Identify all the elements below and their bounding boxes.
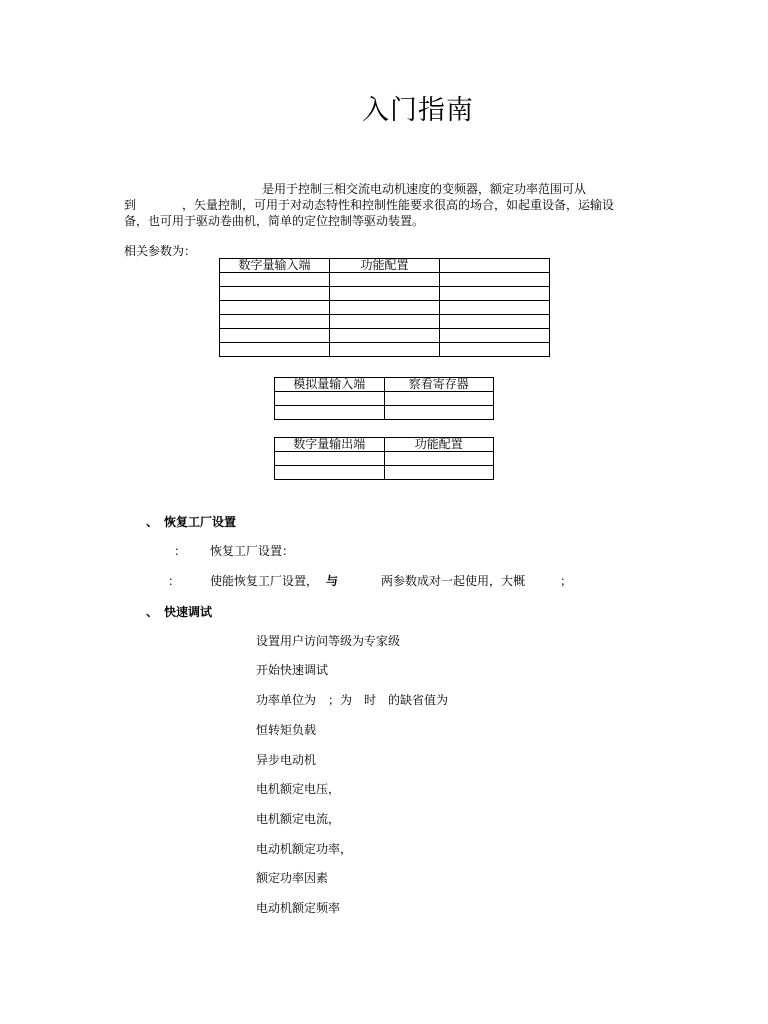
table-cell [330,315,440,329]
table-cell [330,343,440,357]
table-row [220,287,550,301]
table-header-cell: 模拟量输入端 [275,378,385,392]
section-marker: 、 [146,515,159,529]
section-heading: 快速调试 [164,605,213,619]
table-cell [330,301,440,315]
table-header-cell: 察看寄存器 [384,378,494,392]
table-cell [440,287,550,301]
params-label: 相关参数为： [124,244,197,258]
table-cell [440,315,550,329]
table-row [275,406,494,420]
analog-input-table [274,377,494,420]
intro-line-1: 是用于控制三相交流电动机速度的变频器，额定功率范围可从 [262,182,587,196]
table-header-row [220,259,550,273]
section-text: 使能恢复工厂设置， [210,574,319,588]
list-item: 额定功率因素 [256,871,329,885]
table-header-cell: 数字量输出端 [275,438,385,452]
section-text: 两参数成对一起使用，大概 [381,574,526,588]
table-header-cell: 功能配置 [330,259,440,273]
table-cell [275,392,385,406]
table-header-cell: 功能配置 [384,438,494,452]
intro-line-2-start: 到 [124,198,137,212]
table-row [220,343,550,357]
table-header-row [275,378,494,392]
intro-line-3: 备，也可用于驱动卷曲机，简单的定位控制等驱动装置。 [124,214,425,228]
table-row [220,315,550,329]
table-header-cell [440,259,550,273]
table-cell [384,466,494,480]
table-header-cell: 数字量输入端 [220,259,330,273]
table-cell [440,301,550,315]
list-item: 开始快速调试 [256,663,329,677]
list-item: 电动机额定频率 [256,901,341,915]
table-cell [330,287,440,301]
digital-input-table [219,258,550,357]
table-cell [220,343,330,357]
intro-line-2-rest: ，矢量控制，可用于对动态特性和控制性能要求很高的场合，如起重设备，运输设 [182,198,615,212]
table-cell [275,466,385,480]
section-marker: 、 [146,605,159,619]
table-cell [220,287,330,301]
table-header-row [275,438,494,452]
section-text: 恢复工厂设置： [210,544,295,558]
section-text: ； [560,574,573,588]
digital-output-table [274,437,494,480]
table-cell [330,329,440,343]
table-row [275,466,494,480]
table-cell [440,343,550,357]
table-cell [384,406,494,420]
list-item: 电动机额定功率， [256,842,353,856]
table-cell [440,329,550,343]
list-item: 电机额定电压， [256,782,341,796]
table-row [275,392,494,406]
table-row [220,273,550,287]
table-cell [220,301,330,315]
table-cell [220,273,330,287]
table-cell [440,273,550,287]
section-text-bold: 与 [326,574,339,588]
table-row [275,452,494,466]
list-item: 设置用户访问等级为专家级 [256,634,401,648]
page-title: 入门指南 [362,95,474,126]
table-cell [220,329,330,343]
section-heading: 恢复工厂设置 [164,515,237,529]
table-cell [384,452,494,466]
table-cell [330,273,440,287]
list-item: 功率单位为 ；为 时 的缺省值为 [256,693,449,707]
section-colon: ： [168,574,181,588]
list-item: 恒转矩负载 [256,723,317,737]
table-row [220,301,550,315]
table-row [220,329,550,343]
table-cell [275,452,385,466]
section-colon: ： [174,544,187,558]
list-item: 异步电动机 [256,753,317,767]
list-item: 电机额定电流， [256,812,341,826]
table-cell [384,392,494,406]
table-cell [275,406,385,420]
table-cell [220,315,330,329]
